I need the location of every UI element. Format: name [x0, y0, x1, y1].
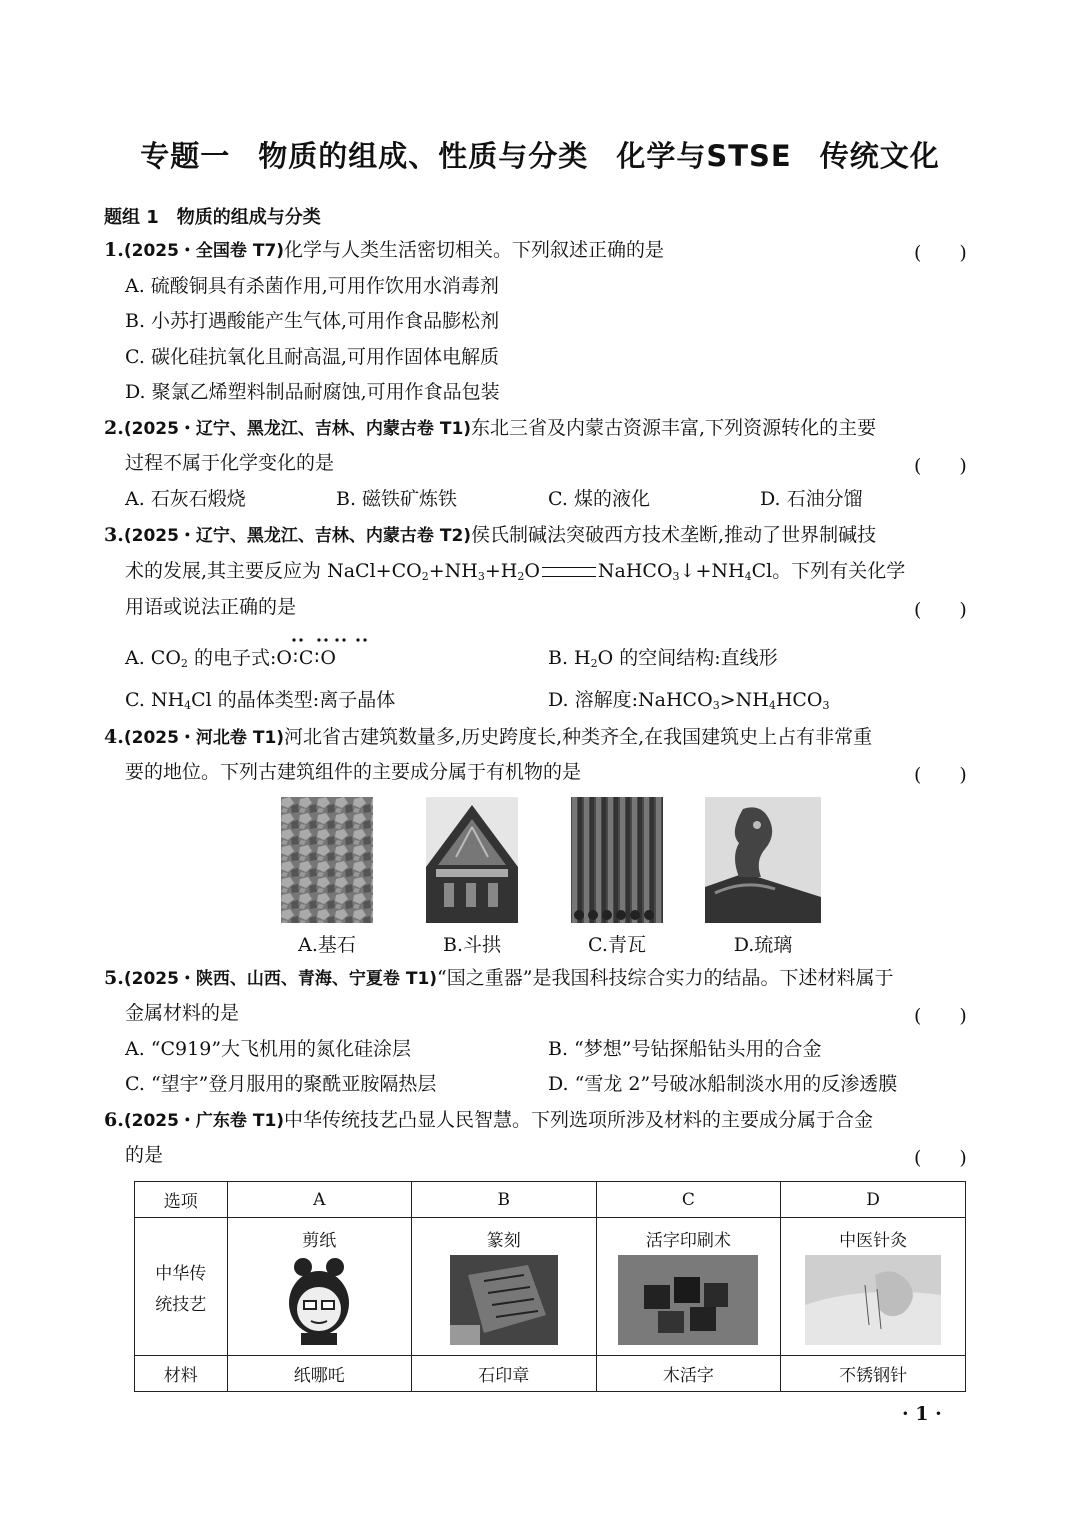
q1-option-a: A. 硫酸铜具有杀菌作用,可用作饮用水消毒剂 [125, 275, 499, 297]
table-row [135, 1356, 966, 1392]
material-cell: 木活字 [596, 1356, 781, 1392]
q6-answer-paren: ( ) [914, 1147, 967, 1169]
seal-carving-image [450, 1255, 558, 1345]
title-part-2: 物质的组成、性质与分类 [258, 139, 589, 173]
q5-option-c: C. “望宇”登月服用的聚酰亚胺隔热层 [125, 1073, 437, 1095]
q5-stem-line1: 5.(2025・陕西、山西、青海、宁夏卷 T1)“国之重器”是我国科技综合实力的结晶。下述材料属于 [104, 967, 894, 989]
electron-dots-icon [288, 636, 378, 646]
q1-option-d: D. 聚氯乙烯塑料制品耐腐蚀,可用作食品包装 [125, 381, 500, 403]
q3-stem-line3: 用语或说法正确的是 [125, 596, 297, 618]
q5-option-b: B. “梦想”号钻探船钻头用的合金 [548, 1038, 822, 1060]
q5-option-d: D. “雪龙 2”号破冰船制淡水用的反渗透膜 [548, 1073, 898, 1095]
movable-type-image [618, 1255, 758, 1345]
electron-formula: O∶C∶O [276, 647, 337, 669]
bracket-set-image [426, 797, 518, 923]
q3-stem-line2: 术的发展,其主要反应为 $NaCl+CO_2+NH_3+H_2O$ $NaHCO_3↓+NH_4Cl$。下列有关化学 [125, 560, 906, 583]
q4-stem-line2: 要的地位。下列古建筑组件的主要成分属于有机物的是 [125, 761, 582, 783]
q4-caption-d: D.琉璃 [733, 934, 793, 956]
material-cell: 纸哪吒 [227, 1356, 411, 1392]
q4-caption-a: A.基石 [298, 934, 356, 956]
nezha-paper-cut-image [279, 1255, 359, 1345]
q4-answer-paren: ( ) [914, 764, 967, 786]
table-header-cell: A [227, 1182, 411, 1218]
q5-answer-paren: ( ) [914, 1005, 967, 1027]
craft-cell-d: 中医针灸 [781, 1218, 966, 1356]
acupuncture-image [805, 1255, 941, 1345]
q2-option-d: D. 石油分馏 [760, 488, 863, 510]
table-header-cell: D [781, 1182, 966, 1218]
q6-stem-line2: 的是 [125, 1144, 164, 1166]
q5-stem-line2: 金属材料的是 [125, 1002, 240, 1024]
q3-option-c: C. $NH_4Cl$ 的晶体类型:离子晶体 [125, 689, 396, 712]
foundation-stone-image [281, 797, 373, 923]
glazed-tile-image [705, 797, 821, 923]
table-header-cell: 选项 [135, 1182, 228, 1218]
q4-caption-c: C.青瓦 [588, 934, 646, 956]
q3-option-d: D. 溶解度$:NaHCO_3>NH_4HCO_3$ [548, 689, 830, 712]
q6-table [134, 1181, 966, 1392]
craft-cell-a: 剪纸 [227, 1218, 411, 1356]
q1-stem: 1.(2025・全国卷 T7)化学与人类生活密切相关。下列叙述正确的是 [104, 239, 665, 261]
material-cell: 不锈钢针 [781, 1356, 966, 1392]
q2-option-a: A. 石灰石煅烧 [125, 488, 246, 510]
q2-stem-line1: 2.(2025・辽宁、黑龙江、吉林、内蒙古卷 T1)东北三省及内蒙古资源丰富,下列资源转化的主要 [104, 417, 877, 439]
table-header-row [135, 1182, 966, 1218]
table-row [135, 1218, 966, 1356]
q3-answer-paren: ( ) [914, 599, 967, 621]
craft-cell-b: 篆刻 [411, 1218, 596, 1356]
q2-option-b: B. 磁铁矿炼铁 [336, 488, 458, 510]
q6-stem-line1: 6.(2025・广东卷 T1)中华传统技艺凸显人民智慧。下列选项所涉及材料的主要成分属于合金 [104, 1109, 874, 1131]
q3-option-a: A. $CO_2$ 的电子式:O∶C∶O [125, 647, 337, 670]
title-part-3: 化学与STSE [616, 139, 792, 173]
page-title [0, 134, 1080, 175]
q2-stem-line2: 过程不属于化学变化的是 [125, 452, 335, 474]
page-number: · 1 · [902, 1403, 942, 1425]
q4-stem-line1: 4.(2025・河北卷 T1)河北省古建筑数量多,历史跨度长,种类齐全,在我国建筑史上占有非常重 [104, 726, 873, 748]
equals-sign [542, 567, 596, 577]
q2-answer-paren: ( ) [914, 455, 967, 477]
q3-stem-line1: 3.(2025・辽宁、黑龙江、吉林、内蒙古卷 T2)侯氏制碱法突破西方技术垄断,推动了世界制碱技 [104, 524, 877, 546]
q5-option-a: A. “C919”大飞机用的氮化硅涂层 [125, 1038, 412, 1060]
table-header-cell: C [596, 1182, 781, 1218]
table-row-label: 中华传 统技艺 [135, 1218, 228, 1356]
material-cell: 石印章 [411, 1356, 596, 1392]
group-heading: 题组 1 物质的组成与分类 [104, 207, 321, 228]
q1-option-c: C. 碳化硅抗氧化且耐高温,可用作固体电解质 [125, 346, 499, 368]
title-part-1: 专题一 [140, 139, 231, 173]
table-header-cell: B [411, 1182, 596, 1218]
craft-cell-c: 活字印刷术 [596, 1218, 781, 1356]
q4-caption-b: B.斗拱 [442, 934, 501, 956]
title-part-4: 传统文化 [819, 139, 940, 173]
q1-answer-paren: ( ) [914, 242, 967, 264]
q3-option-b: B. $H_2O$ 的空间结构:直线形 [548, 647, 778, 670]
table-row-label: 材料 [135, 1356, 228, 1392]
q1-option-b: B. 小苏打遇酸能产生气体,可用作食品膨松剂 [125, 310, 500, 332]
grey-tile-image [571, 797, 663, 923]
q2-option-c: C. 煤的液化 [548, 488, 650, 510]
